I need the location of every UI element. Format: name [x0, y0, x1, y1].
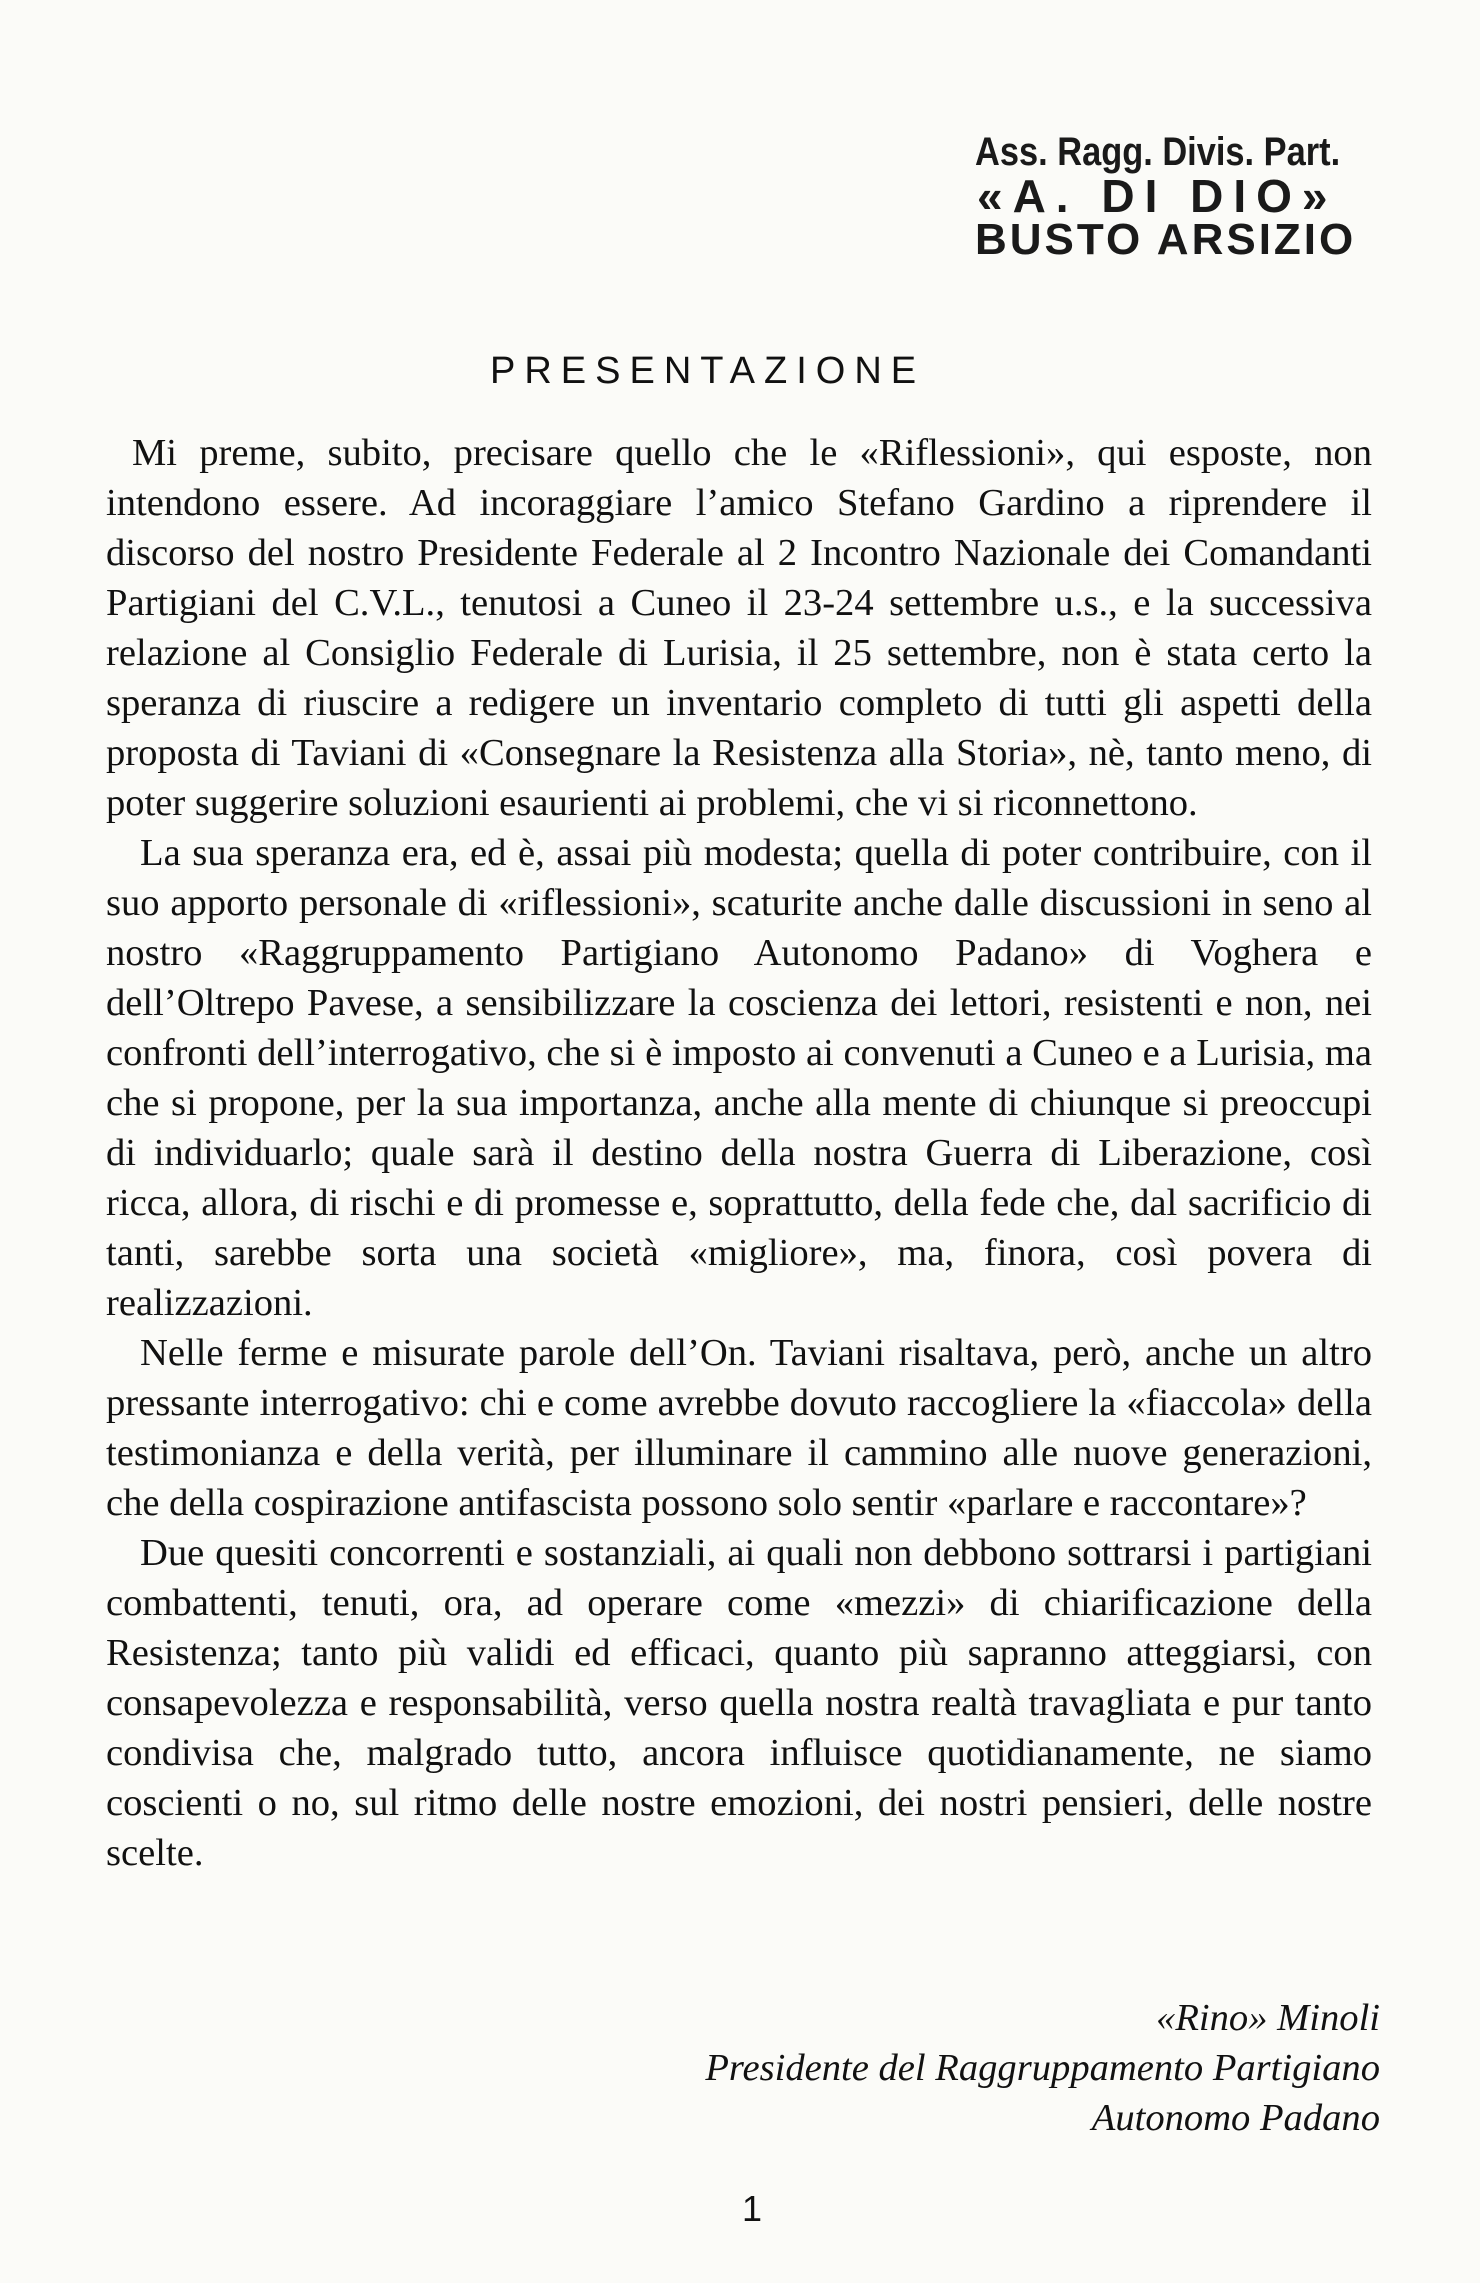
signature-block [705, 1993, 1380, 2143]
paragraph-3: Nelle ferme e misurate parole dell’On. Taviani risaltava, però, anche un altro pressante interrogativo: chi e come avrebbe dovuto raccogliere la «fiaccola» della testimonianza e della verità, per illuminare il cammino alle nuove generazioni, che della cospirazione antifascista possono solo sentir «parlare e raccontare»? [106, 1332, 1372, 1524]
stamp-line-name: «A. DI DIO» [977, 169, 1338, 222]
association-stamp [975, 132, 1395, 263]
stamp-line-association: Ass. Ragg. Divis. Part. [975, 130, 1341, 174]
paragraph-2: La sua speranza era, ed è, assai più modesta; quella di poter contribuire, con il suo apporto personale di «riflessioni», scaturite anche dalle discussioni in seno al nostro «Raggruppamento Partigiano Autonomo Padano» di Voghera e dell’Oltrepo Pavese, a sensibilizzare la coscienza dei lettori, resistenti e non, nei confronti dell’interrogativo, che si è imposto ai convenuti a Cuneo e a Lurisia, ma che si propone, per la sua importanza, anche alla mente di chiunque si preoccupi di individuarlo; quale sarà il destino della nostra Guerra di Liberazione, così ricca, allora, di rischi e di promesse e, soprattutto, della fede che, dal sacrificio di tanti, sarebbe sorta una società «migliore», ma, finora, così povera di realizzazioni. [106, 832, 1372, 1324]
page-title: PRESENTAZIONE [490, 350, 926, 392]
paragraph-1: Mi preme, subito, precisare quello che le «Riflessioni», qui esposte, non intendono essere. Ad incoraggiare l’amico Stefano Gardino a riprendere il discorso del nostro Presidente Federale al 2 Incontro Nazionale dei Comandanti Partigiani del C.V.L., tenutosi a Cuneo il 23-24 settembre u.s., e la successiva relazione al Consiglio Federale di Lurisia, il 25 settembre, non è stata certo la speranza di riuscire a redigere un inventario completo di tutti gli aspetti della proposta di Taviani di «Consegnare la Resistenza alla Storia», nè, tanto meno, di poter suggerire soluzioni esaurienti ai problemi, che vi si riconnettono. [106, 432, 1372, 824]
stamp-line-city: BUSTO ARSIZIO [975, 214, 1357, 264]
body-text [106, 428, 1372, 1878]
signature-name: «Rino» Minoli [1156, 1997, 1380, 2039]
signature-role-line-1: Presidente del Raggruppamento Partigiano [705, 2047, 1380, 2089]
signature-role-line-2: Autonomo Padano [1091, 2097, 1380, 2139]
page-number: 1 [742, 2188, 763, 2229]
paragraph-4: Due quesiti concorrenti e sostanziali, ai quali non debbono sottrarsi i partigiani combattenti, tenuti, ora, ad operare come «mezzi» di chiarificazione della Resistenza; tanto più validi ed efficaci, quanto più sapranno atteggiarsi, con consapevolezza e responsabilità, verso quella nostra realtà travagliata e pur tanto condivisa che, malgrado tutto, ancora influisce quotidianamente, ne siamo coscienti o no, sul ritmo delle nostre emozioni, dei nostri pensieri, delle nostre scelte. [106, 1532, 1372, 1874]
